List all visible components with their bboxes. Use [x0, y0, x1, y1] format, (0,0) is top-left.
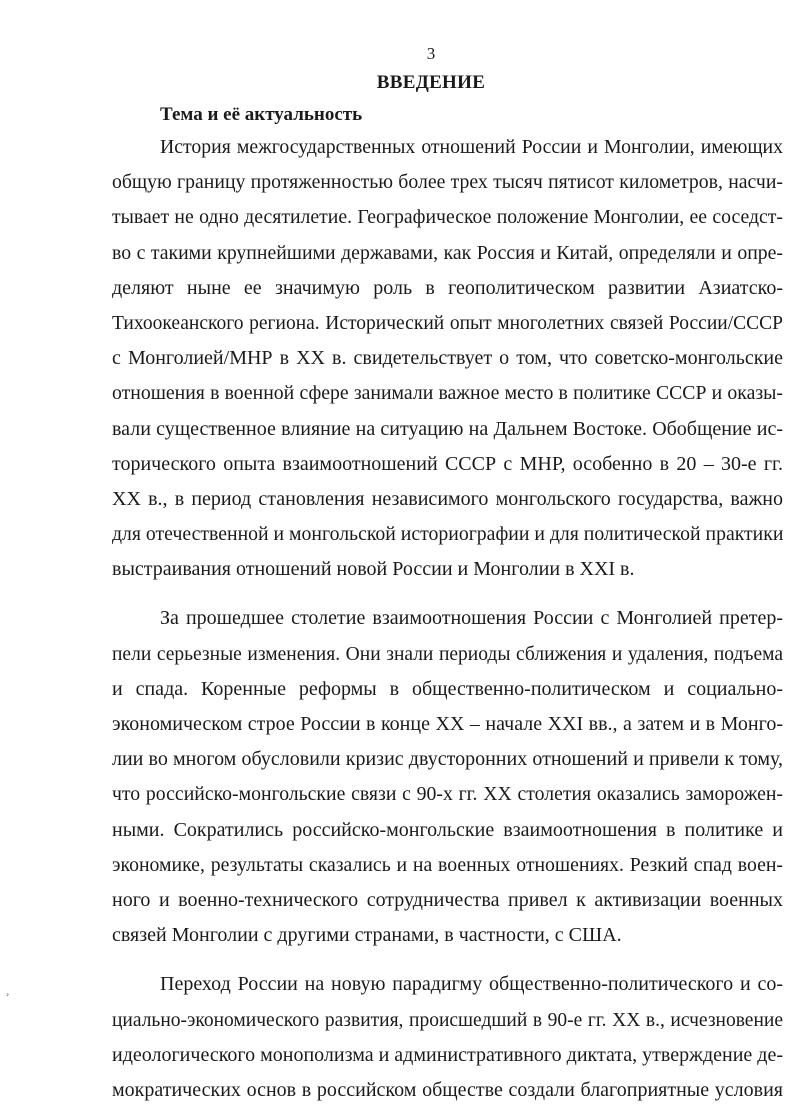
text-line: вали существенное влияние на ситуацию на Дальнем Востоке. Обобщение ис- [112, 417, 783, 440]
text-line: для отечественной и монгольской историографии и для политической практики [112, 523, 784, 546]
text-line: Тихоокеанского региона. Исторический опыт многолетних связей России/СССР [112, 312, 783, 334]
margin-mark: › [6, 990, 10, 999]
text-line: идеологического монополизма и административного диктата, утверждение де- [112, 1043, 783, 1066]
text-line: Переход России на новую парадигму общественно-политического и со- [160, 973, 783, 996]
text-line: пели серьезные изменения. Они знали периоды сближения и удаления, подъема [112, 643, 783, 665]
text-line: во с такими крупнейшими державами, как Россия и Китай, определяли и опре- [112, 241, 783, 264]
paragraph-1 [112, 130, 783, 587]
text-line: что российско-монгольские связи с 90-х гг. XX столетия оказались заморожен- [112, 783, 783, 806]
text-line: ными. Сократились российско-монгольские взаимоотношения в политике и [112, 818, 783, 841]
text-line: деляют ныне ее значимую роль в геополитическом развитии Азиатско- [112, 276, 783, 299]
section-subtitle: Тема и её актуальность [160, 104, 363, 125]
text-line: с Монголией/МНР в XX в. свидетельствует о том, что советско-монгольские [112, 347, 783, 370]
text-line: История межгосударственных отношений России и Монголии, имеющих [160, 136, 783, 158]
text-line: и спада. Коренные реформы в общественно-политическом и социально- [112, 677, 783, 700]
text-line: тывает не одно десятилетие. Географическое положение Монголии, ее соседст- [112, 206, 783, 229]
page-number: 3 [426, 44, 436, 63]
text-line: связей Монголии с другими странами, в частности, с США. [112, 924, 622, 947]
text-line: мократических основ в российском обществе создали благоприятные условия [112, 1078, 783, 1101]
paragraph-2 [112, 601, 783, 953]
text-line: лии во многом обусловили кризис двусторонних отношений и привели к тому, [112, 748, 783, 771]
text-line: общую границу протяженностью более трех тысяч пятисот километров, насчи- [112, 171, 783, 194]
text-line: экономическом строе России в конце XX – начале XXI вв., а затем и в Монго- [112, 713, 783, 735]
body-text [112, 130, 783, 1108]
text-line: циально-экономического развития, происшедший в 90-е гг. XX в., исчезновение [112, 1009, 783, 1031]
page-title: ВВЕДЕНИЕ [376, 72, 486, 93]
text-line: ного и военно-технического сотрудничества привел к активизации военных [112, 888, 783, 911]
text-line: выстраивания отношений новой России и Монголии в XXI в. [112, 558, 635, 581]
text-line: За прошедшее столетие взаимоотношения России с Монголией претер- [160, 607, 783, 630]
text-line: отношения в военной сфере занимали важное место в политике СССР и оказы- [112, 382, 783, 405]
text-line: XX в., в период становления независимого монгольского государства, важно [112, 487, 783, 510]
paragraph-3 [112, 967, 783, 1108]
text-line: торического опыта взаимоотношений СССР с МНР, особенно в 20 – 30-е гг. [112, 452, 783, 475]
text-line: экономике, результаты сказались и на военных отношениях. Резкий спад воен- [112, 853, 783, 876]
